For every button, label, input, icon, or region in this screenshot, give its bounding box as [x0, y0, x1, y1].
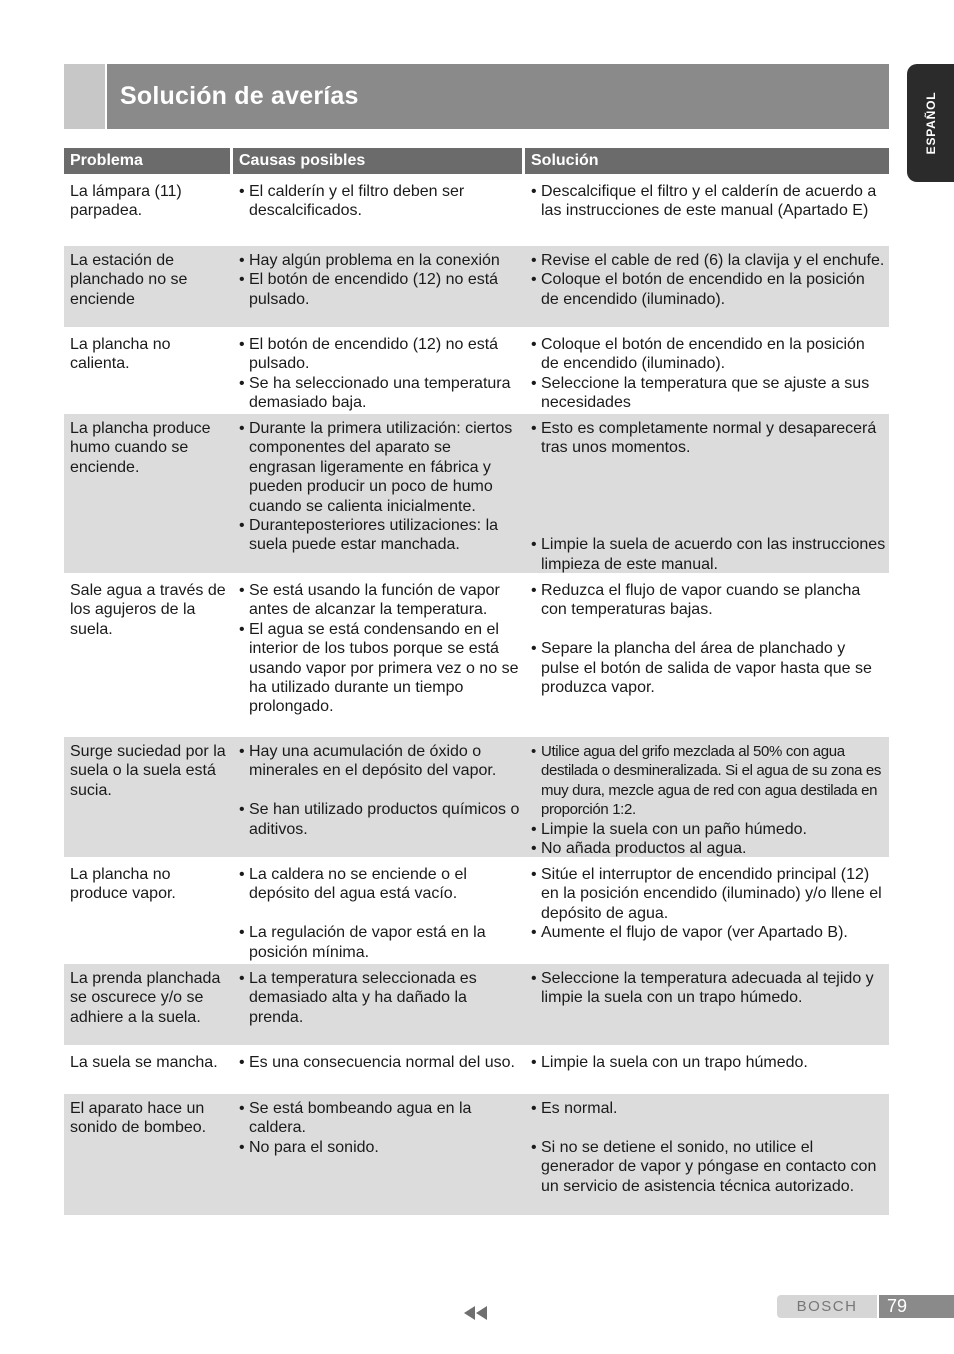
problem-cell: La plancha no calienta.: [70, 336, 171, 373]
solution-item: • Aumente el flujo de vapor (ver Apartado B).: [531, 923, 887, 942]
cause-item: • Es una consecuencia normal del uso.: [239, 1053, 521, 1072]
solution-item: • Es normal.: [531, 1099, 887, 1118]
solution-cell: [525, 330, 889, 411]
solution-item: • Esto es completamente normal y desaparecerá tras unos momentos.: [531, 419, 887, 458]
problem-cell: Surge suciedad por la suela o la suela está sucia.: [70, 743, 226, 799]
problem-cell: Sale agua a través de los agujeros de la suela.: [70, 582, 226, 638]
language-tab-label: ESPAÑOL: [923, 91, 938, 155]
solution-item: • Reduzca el flujo de vapor cuando se plancha con temperaturas bajas.: [531, 581, 887, 620]
solution-item: • Seleccione la temperatura que se ajuste a sus necesidades: [531, 374, 887, 413]
cause-item: • Hay algún problema en la conexión: [239, 251, 521, 270]
cause-item: • El botón de encendido (12) no está pulsado.: [239, 335, 521, 374]
table-row: [64, 1094, 889, 1215]
solution-item: • Limpie la suela con un trapo húmedo.: [531, 1053, 887, 1072]
column-header-solution: Solución: [525, 148, 889, 174]
cause-item: • Se ha seleccionado una temperatura demasiado baja.: [239, 374, 521, 413]
causes-cell: [233, 330, 525, 411]
causes-cell: [233, 576, 525, 734]
table-row: [64, 177, 889, 243]
solution-cell: [525, 1048, 889, 1091]
language-tab: [907, 64, 954, 182]
causes-cell: [233, 1048, 525, 1091]
table-row: [64, 414, 889, 573]
solution-item: • Limpie la suela de acuerdo con las instrucciones limpieza de este manual.: [531, 535, 887, 574]
cause-item: • El calderín y el filtro deben ser descalcificados.: [239, 182, 521, 221]
causes-cell: [233, 1094, 525, 1215]
page-number: 79: [879, 1295, 954, 1318]
solution-item: • Si no se detiene el sonido, no utilice el generador de vapor y póngase en contacto con un servicio de asistencia técnica autorizado.: [531, 1138, 887, 1196]
table-row: [64, 576, 889, 734]
solution-cell: [525, 860, 889, 961]
cause-item: • Durante la primera utilización: ciertos componentes del aparato se engrasan ligeramente en fábrica y pueden producir un poco de humo cuando se calienta inicialmente.: [239, 419, 521, 516]
solution-cell: [525, 964, 889, 1045]
table-row: [64, 246, 889, 327]
table-row: [64, 737, 889, 857]
causes-cell: [233, 246, 525, 327]
column-header-causes: Causas posibles: [233, 148, 525, 174]
causes-cell: [233, 177, 525, 243]
solution-item: • Utilice agua del grifo mezclada al 50% con agua destilada o desmineralizada. Si el agua de su zona es muy dura, mezcle agua de red con agua destilada en proporción 1:2.: [531, 742, 887, 820]
causes-cell: [233, 737, 525, 857]
solution-item: • Coloque el botón de encendido en la posición de encendido (iluminado).: [531, 335, 887, 374]
solution-item: • Seleccione la temperatura adecuada al tejido y limpie la suela con un trapo húmedo.: [531, 969, 887, 1008]
solution-cell: [525, 737, 889, 857]
cause-item: • Se está usando la función de vapor antes de alcanzar la temperatura.: [239, 581, 521, 620]
problem-cell: La lámpara (11) parpadea.: [70, 183, 182, 220]
table-row: [64, 330, 889, 411]
cause-item: • No para el sonido.: [239, 1138, 521, 1157]
solution-cell: [525, 246, 889, 327]
title-divider: [105, 64, 107, 129]
page-title-bar: [64, 64, 889, 129]
cause-item: • Duranteposteriores utilizaciones: la suela puede estar manchada.: [239, 516, 521, 555]
table-row: [64, 860, 889, 961]
troubleshooting-table: [64, 148, 889, 1215]
footer-brand: BOSCH: [777, 1295, 877, 1318]
arrow-left-icon: [476, 1306, 487, 1320]
previous-page-arrows[interactable]: [464, 1306, 487, 1320]
solution-item: • Descalcifique el filtro y el calderín de acuerdo a las instrucciones de este manual (Apartado E): [531, 182, 887, 221]
solution-cell: [525, 576, 889, 734]
problem-cell: La prenda planchada se oscurece y/o se adhiere a la suela.: [70, 970, 221, 1026]
cause-item: • Hay una acumulación de óxido o minerales en el depósito del vapor.: [239, 742, 521, 781]
arrow-left-icon: [464, 1306, 475, 1320]
table-header-row: [64, 148, 889, 174]
problem-cell: La estación de planchado no se enciende: [70, 252, 188, 308]
column-header-problem: Problema: [64, 148, 233, 174]
problem-cell: La plancha no produce vapor.: [70, 866, 176, 903]
problem-cell: El aparato hace un sonido de bombeo.: [70, 1100, 207, 1137]
causes-cell: [233, 964, 525, 1045]
problem-cell: La suela se mancha.: [70, 1054, 218, 1071]
solution-item: • Separe la plancha del área de planchado y pulse el botón de salida de vapor hasta que se produzca vapor.: [531, 639, 887, 697]
page-title: Solución de averías: [120, 82, 359, 110]
causes-cell: [233, 860, 525, 961]
table-row: [64, 1048, 889, 1091]
solution-item: • Coloque el botón de encendido en la posición de encendido (iluminado).: [531, 270, 887, 309]
solution-item: • Sitúe el interruptor de encendido principal (12) en la posición encendido (iluminado) y/o llene el depósito de agua.: [531, 865, 887, 923]
table-row: [64, 964, 889, 1045]
cause-item: • Se está bombeando agua en la caldera.: [239, 1099, 521, 1138]
solution-cell: [525, 1094, 889, 1215]
cause-item: • El agua se está condensando en el interior de los tubos porque se está usando vapor por primera vez o no se ha utilizado durante un tiempo prolongado.: [239, 620, 521, 717]
problem-cell: La plancha produce humo cuando se enciende.: [70, 420, 211, 476]
cause-item: • La regulación de vapor está en la posición mínima.: [239, 923, 521, 962]
solution-item: • No añada productos al agua.: [531, 839, 887, 858]
cause-item: • La caldera no se enciende o el depósito del agua está vacío.: [239, 865, 521, 904]
solution-cell: [525, 414, 889, 573]
causes-cell: [233, 414, 525, 573]
solution-item: • Limpie la suela con un paño húmedo.: [531, 820, 887, 839]
cause-item: • El botón de encendido (12) no está pulsado.: [239, 270, 521, 309]
cause-item: • Se han utilizado productos químicos o aditivos.: [239, 800, 521, 839]
solution-item: • Revise el cable de red (6) la clavija y el enchufe.: [531, 251, 887, 270]
cause-item: • La temperatura seleccionada es demasiado alta y ha dañado la prenda.: [239, 969, 521, 1027]
solution-cell: [525, 177, 889, 243]
title-accent-block: [64, 64, 105, 129]
